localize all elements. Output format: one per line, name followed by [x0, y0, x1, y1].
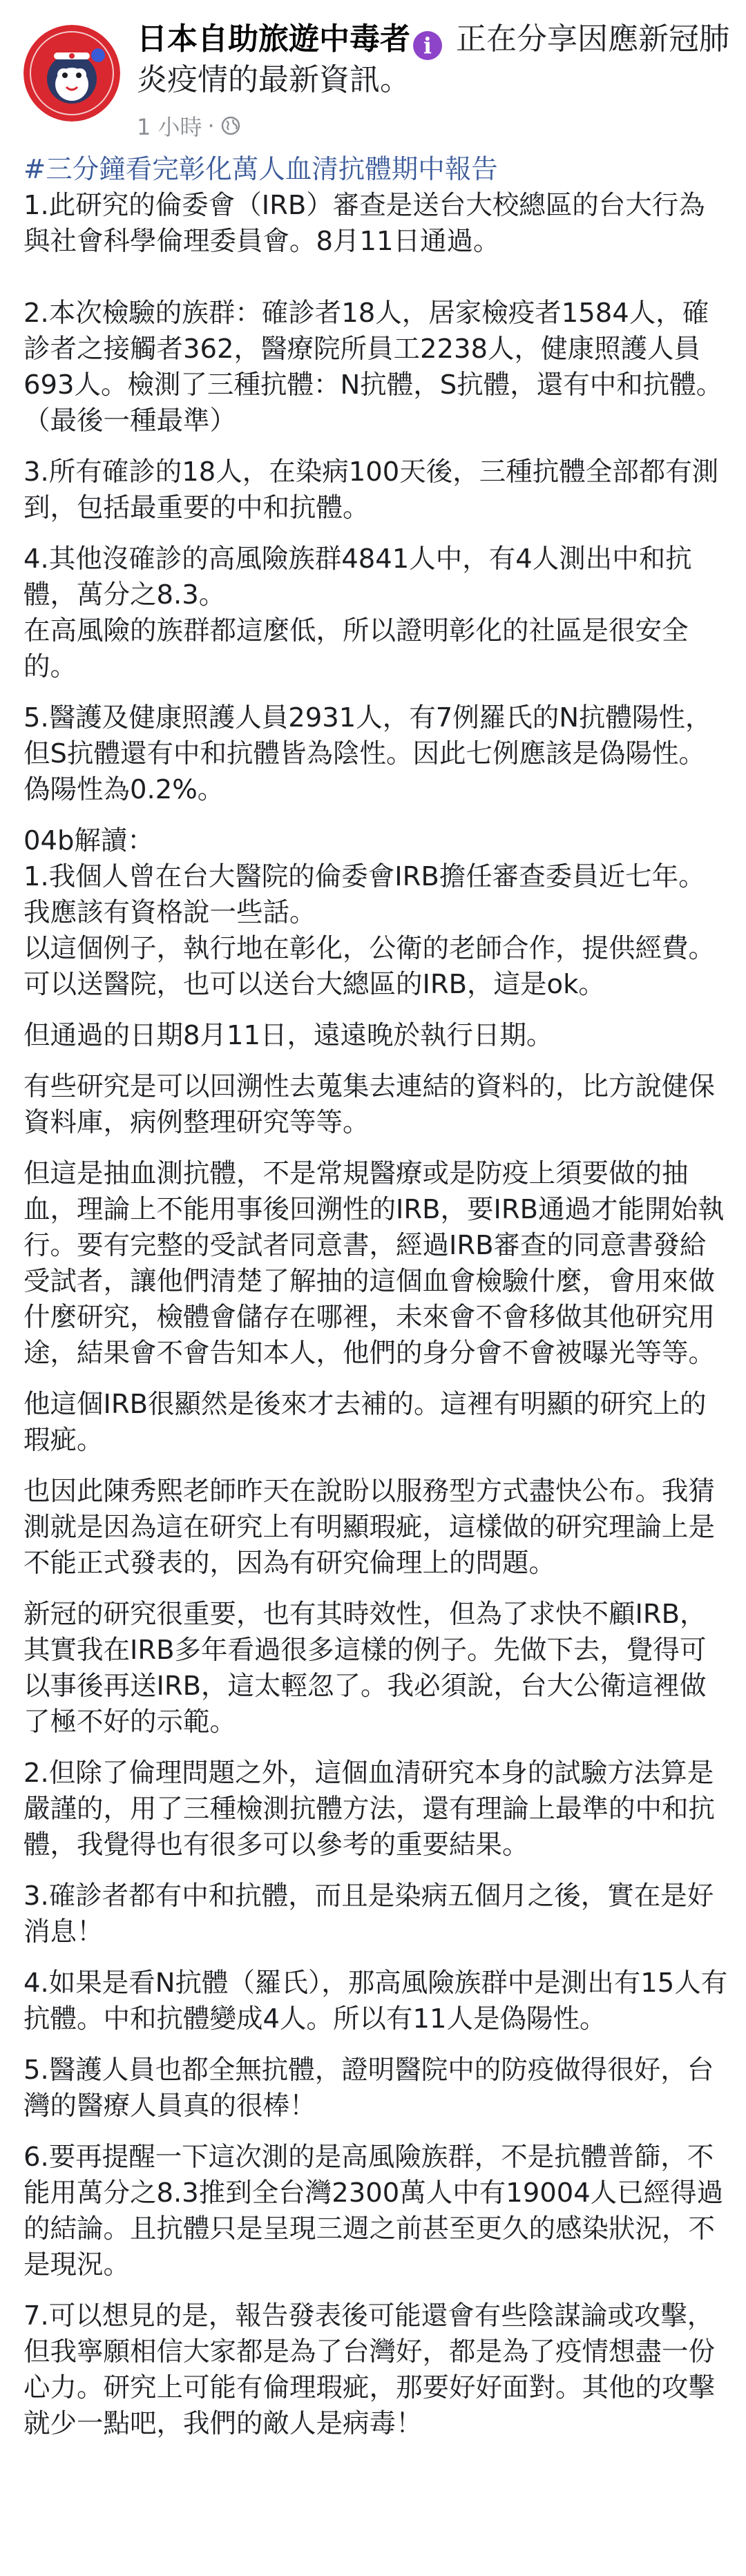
paragraph-12: 但這是抽血測抗體，不是常規醫療或是防疫上須要做的抽血，理論上不能用事後回溯性的IRB，要IRB通過才能開始執行。要有完整的受試者同意書，經過IRB審查的同意書發給受試者，讓他們清楚了解抽的這個血會檢驗什麼，會用來做什麼研究，檢體會儲存在哪裡，未來會不會移做其他研究用途，結果會不會告知本人，他們的身分會不會被曝光等等。 — [23, 1158, 725, 1369]
paragraph-5: 在高風險的族群都這麼低，所以證明彰化的社區是很安全的。 — [23, 615, 689, 682]
post-meta — [137, 110, 731, 142]
post-header — [23, 0, 731, 152]
paragraph-11: 有些研究是可以回溯性去蒐集去連結的資料的，比方說健保資料庫，病例整理研究等等。 — [23, 1071, 716, 1138]
post-timestamp[interactable]: 1 小時 — [137, 114, 202, 140]
paragraph-20: 6.要再提醒一下這次測的是高風險族群，不是抗體普篩，不能用萬分之8.3推到全台灣2300萬人中有19004人已經得過的結論。且抗體只是呈現三週之前甚至更久的感染狀況，不是現況。 — [23, 2142, 724, 2280]
paragraph-16: 2.但除了倫理問題之外，這個血清研究本身的試驗方法算是嚴謹的，用了三種檢測抗體方法，還有理論上最準的中和抗體，我覺得也有很多可以參考的重要結果。 — [23, 1758, 716, 1861]
paragraph-18: 4.如果是看N抗體（羅氏），那高風險族群中是測出有15人有抗體。中和抗體變成4人。所以有11人是偽陽性。 — [23, 1968, 728, 2035]
paragraph-14: 也因此陳秀熙老師昨天在說盼以服務型方式盡快公布。我猜測就是因為這在研究上有明顯瑕疵，這樣做的研究理論上是不能正式發表的，因為有研究倫理上的問題。 — [23, 1476, 716, 1579]
globe-icon — [220, 115, 241, 136]
mascot-avatar-icon[interactable] — [23, 25, 120, 122]
paragraph-19: 5.醫護人員也都全無抗體，證明醫院中的防疫做得很好，台灣的醫療人員真的很棒！ — [23, 2055, 714, 2122]
paragraph-17: 3.確診者都有中和抗體，而且是染病五個月之後，實在是好消息！ — [23, 1881, 714, 1948]
post-body — [23, 152, 731, 2442]
meta-separator: · — [207, 113, 215, 139]
paragraph-13: 他這個IRB很顯然是後來才去補的。這裡有明顯的研究上的瑕疵。 — [23, 1389, 707, 1456]
paragraph-2: 2.本次檢驗的族群：確診者18人，居家檢疫者1584人，確診者之接觸者362，醫療院所員工2238人，健康照護人員693人。檢測了三種抗體：N抗體，S抗體，還有中和抗體。（最後一種最準） — [23, 298, 723, 436]
paragraph-15: 新冠的研究很重要，也有其時效性，但為了求快不顧IRB，其實我在IRB多年看過很多這樣的例子。先做下去，覺得可以事後再送IRB，這太輕忽了。我必須說，台大公衛這裡做了極不好的示範。 — [23, 1599, 707, 1738]
info-icon[interactable]: i — [413, 31, 442, 60]
post-header-text — [137, 19, 731, 142]
status-text: 正在分享因應新冠肺炎疫情的最新資訊。 — [137, 21, 729, 97]
paragraph-21: 7.可以想見的是，報告發表後可能還會有些陰謀論或攻擊，但我寧願相信大家都是為了台灣好，都是為了疫情想盡一份心力。研究上可能有倫理瑕疵，那要好好面對。其他的攻擊就少一點吧，我們的敵人是病毒！ — [23, 2300, 716, 2439]
paragraph-3: 3.所有確診的18人，在染病100天後，三種抗體全部都有測到，包括最重要的中和抗體。 — [23, 456, 719, 523]
paragraph-4: 4.其他沒確診的高風險族群4841人中，有4人測出中和抗體，萬分之8.3。 — [23, 544, 692, 611]
paragraph-8: 1.我個人曾在台大醫院的倫委會IRB擔任審查委員近七年。我應該有資格說一些話。 — [23, 861, 705, 928]
paragraph-6: 5.醫護及健康照護人員2931人，有7例羅氏的N抗體陽性，但S抗體還有中和抗體皆為陰性。因此七例應該是偽陽性。偽陽性為0.2%。 — [23, 702, 712, 805]
hashtag-link[interactable]: #三分鐘看完彰化萬人血清抗體期中報告 — [23, 154, 498, 185]
paragraph-7: 04b解讀： — [23, 825, 154, 856]
paragraph-1: 1.此研究的倫委會（IRB）審查是送台大校總區的台大行為與社會科學倫理委員會。8月11日通過。 — [23, 190, 705, 257]
page-name-link[interactable]: 日本自助旅遊中毒者 — [137, 21, 410, 57]
post-headline — [137, 19, 731, 100]
paragraph-10: 但通過的日期8月11日，遠遠晚於執行日期。 — [23, 1020, 553, 1051]
paragraph-9: 以這個例子，執行地在彰化，公衛的老師合作，提供經費。可以送醫院，也可以送台大總區的IRB，這是ok。 — [23, 933, 716, 1000]
